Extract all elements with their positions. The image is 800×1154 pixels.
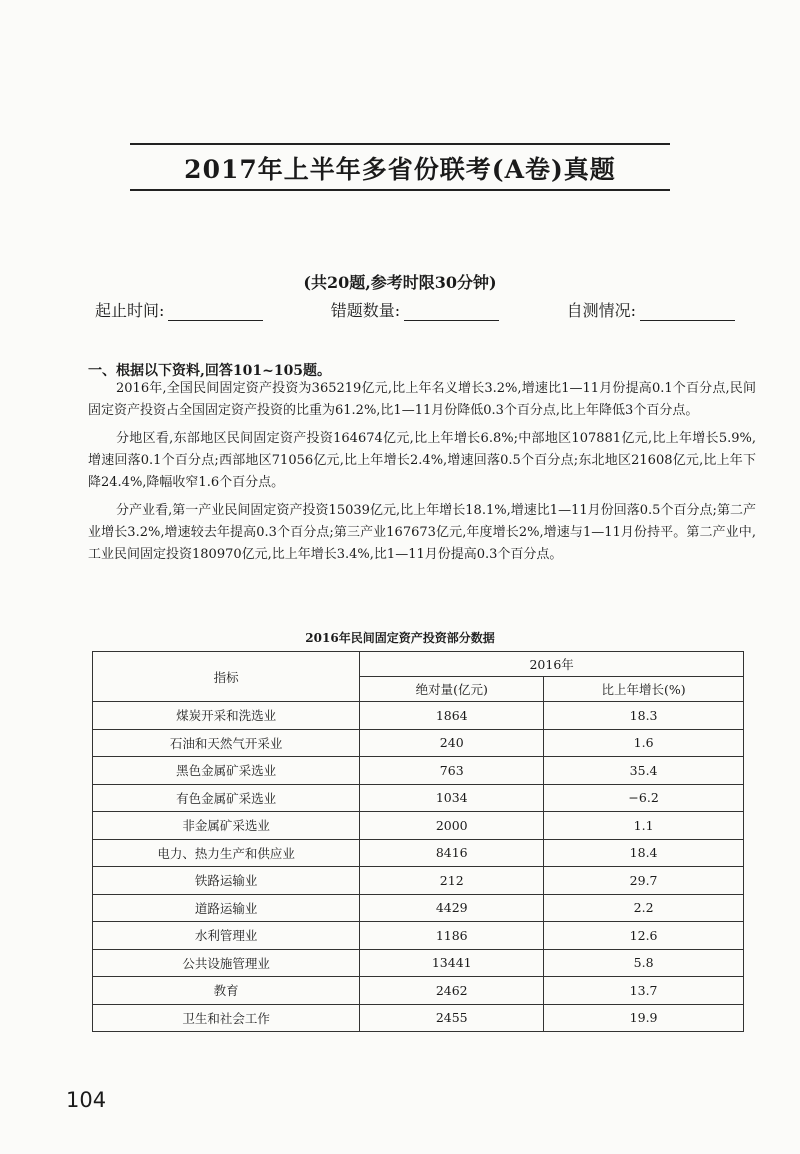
row-absolute: 1864 <box>360 702 544 730</box>
material-text <box>88 378 756 572</box>
table-title: 2016年民间固定资产投资部分数据 <box>305 631 495 645</box>
row-indicator: 铁路运输业 <box>93 867 360 895</box>
header-year: 2016年 <box>360 652 744 677</box>
row-absolute: 4429 <box>360 894 544 922</box>
subtitle: (共20题,参考时限30分钟) <box>303 273 497 292</box>
title-top-rule <box>130 143 670 145</box>
table-row <box>93 977 744 1005</box>
row-indicator: 水利管理业 <box>93 922 360 950</box>
row-indicator: 煤炭开采和洗选业 <box>93 702 360 730</box>
row-absolute: 212 <box>360 867 544 895</box>
table-row <box>93 894 744 922</box>
row-absolute: 1186 <box>360 922 544 950</box>
table-row <box>93 757 744 785</box>
row-indicator: 道路运输业 <box>93 894 360 922</box>
error-count-field <box>331 298 499 321</box>
row-growth: 2.2 <box>544 894 744 922</box>
row-absolute: 2000 <box>360 812 544 840</box>
row-growth: 5.8 <box>544 949 744 977</box>
error-count-blank <box>404 306 499 321</box>
row-indicator: 有色金属矿采选业 <box>93 784 360 812</box>
paragraph: 2016年,全国民间固定资产投资为365219亿元,比上年名义增长3.2%,增速比1—11月份提高0.1个百分点,民间固定资产投资占全国固定资产投资的比重为61.2%,比1—11月份降低0.3个百分点,比上年降低3个百分点。 <box>88 381 756 418</box>
row-growth: 19.9 <box>544 1004 744 1032</box>
row-absolute: 2462 <box>360 977 544 1005</box>
start-time-label: 起止时间: <box>95 301 165 320</box>
row-indicator: 电力、热力生产和供应业 <box>93 839 360 867</box>
paragraph: 分产业看,第一产业民间固定资产投资15039亿元,比上年增长18.1%,增速比1—11月份回落0.5个百分点;第二产业增长3.2%,增速较去年提高0.3个百分点;第三产业167673亿元,年度增长2%,增速与1—11月份持平。第二产业中,工业民间固定投资180970亿元,比上年增长3.4%,比1—11月份提高0.3个百分点。 <box>88 503 756 562</box>
row-indicator: 非金属矿采选业 <box>93 812 360 840</box>
row-growth: 12.6 <box>544 922 744 950</box>
row-growth: 18.4 <box>544 839 744 867</box>
row-absolute: 8416 <box>360 839 544 867</box>
row-growth: 29.7 <box>544 867 744 895</box>
self-eval-blank <box>640 306 735 321</box>
row-growth: 35.4 <box>544 757 744 785</box>
title-bottom-rule <box>130 189 670 191</box>
meta-row <box>95 298 735 321</box>
row-growth: 1.1 <box>544 812 744 840</box>
table-row <box>93 949 744 977</box>
data-table <box>92 651 744 1032</box>
table-row <box>93 702 744 730</box>
table-row <box>93 867 744 895</box>
row-indicator: 石油和天然气开采业 <box>93 729 360 757</box>
header-indicator: 指标 <box>93 652 360 702</box>
row-indicator: 黑色金属矿采选业 <box>93 757 360 785</box>
row-growth: 13.7 <box>544 977 744 1005</box>
start-time-field <box>95 298 263 321</box>
table-row <box>93 784 744 812</box>
section-heading: 一、根据以下资料,回答101~105题。 <box>88 363 332 379</box>
table-row <box>93 812 744 840</box>
header-absolute: 绝对量(亿元) <box>360 677 544 702</box>
row-indicator: 卫生和社会工作 <box>93 1004 360 1032</box>
row-growth: 1.6 <box>544 729 744 757</box>
page-title: 2017年上半年多省份联考(A卷)真题 <box>184 155 616 184</box>
paragraph: 分地区看,东部地区民间固定资产投资164674亿元,比上年增长6.8%;中部地区107881亿元,比上年增长5.9%,增速回落0.1个百分点;西部地区71056亿元,比上年增长2.4%,增速回落0.5个百分点;东北地区21608亿元,比上年下降24.4%,降幅收窄1.6个百分点。 <box>88 431 756 490</box>
table-row <box>93 922 744 950</box>
row-growth: 18.3 <box>544 702 744 730</box>
header-growth: 比上年增长(%) <box>544 677 744 702</box>
self-eval-field <box>567 298 735 321</box>
table-row <box>93 1004 744 1032</box>
row-absolute: 1034 <box>360 784 544 812</box>
error-count-label: 错题数量: <box>330 301 401 320</box>
row-growth: −6.2 <box>544 784 744 812</box>
page-number: 104 <box>66 1088 107 1112</box>
row-absolute: 763 <box>360 757 544 785</box>
start-time-blank <box>168 306 263 321</box>
table-row <box>93 839 744 867</box>
row-indicator: 公共设施管理业 <box>93 949 360 977</box>
row-indicator: 教育 <box>93 977 360 1005</box>
table-row <box>93 729 744 757</box>
row-absolute: 2455 <box>360 1004 544 1032</box>
row-absolute: 240 <box>360 729 544 757</box>
self-eval-label: 自测情况: <box>566 301 636 320</box>
row-absolute: 13441 <box>360 949 544 977</box>
